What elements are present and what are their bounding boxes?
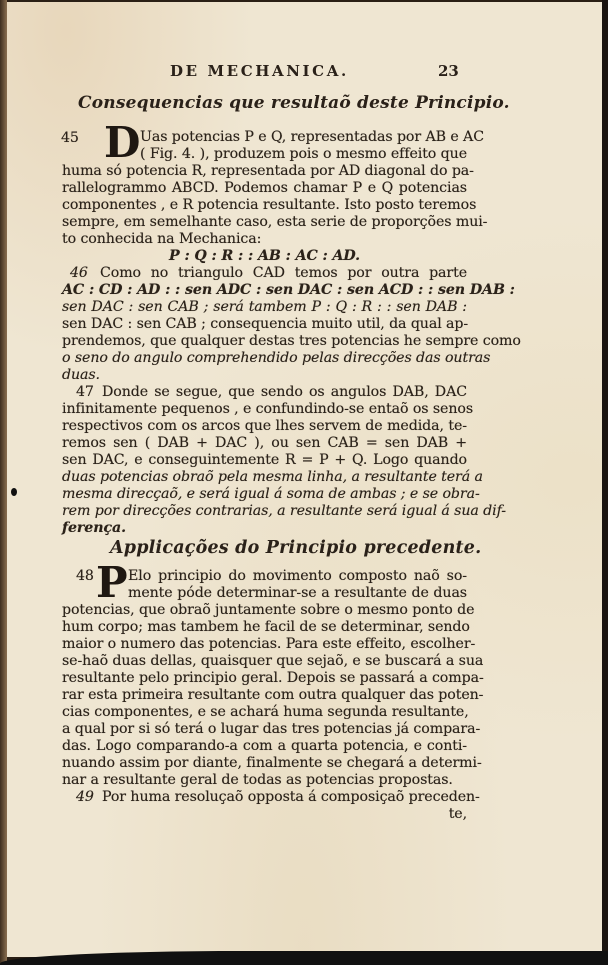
text-line: remos sen ( DAB + DAC ), ou sen CAB = sen DAB +	[62, 435, 467, 451]
text-line: sen DAC, e conseguintemente R = P + Q. Logo quando	[62, 452, 467, 468]
text-line: Por huma resoluçaõ opposta á composiçaõ preceden-	[102, 789, 480, 805]
text-line: respectivos com os arcos que lhes servem de medida, te-	[62, 418, 467, 434]
text-line: nar a resultante geral de todas as potencias propostas.	[62, 772, 453, 788]
drop-cap: P	[96, 558, 128, 607]
text-line: cias componentes, e se achará huma segunda resultante,	[62, 704, 469, 720]
page-right-edge	[602, 0, 608, 965]
text-line: nuando assim por diante, finalmente se chegará a determi-	[62, 755, 482, 771]
text-line: resultante pelo principio geral. Depois se passará a compa-	[62, 670, 484, 686]
text-line: huma só potencia R, representada por AD diagonal do pa-	[62, 163, 474, 179]
text-line: componentes , e R potencia resultante. Isto posto teremos	[62, 197, 477, 213]
section-heading-consequencias: Consequencias que resultaõ deste Principio.	[78, 93, 510, 113]
book-spine-edge	[0, 0, 7, 965]
text-line: Uas potencias P e Q, representadas por AB e AC	[140, 129, 484, 145]
text-line: te,	[448, 806, 467, 822]
text-line: AC : CD : AD : : sen ADC : sen DAC : sen ACD : : sen DAB :	[62, 282, 515, 298]
text-line: Elo principio do movimento composto naõ so-	[128, 568, 467, 584]
text-line: mente póde determinar-se a resultante de duas	[128, 585, 467, 601]
running-title: DE MECHANICA.	[170, 62, 349, 80]
text-line: sen DAC : sen CAB ; será tambem P : Q : R : : sen DAB :	[62, 299, 467, 315]
text-line: Como no triangulo CAD temos por outra parte	[100, 265, 467, 281]
paragraph-number: 46	[70, 265, 88, 281]
page-bottom-shadow	[0, 951, 608, 965]
paragraph-number: 45	[61, 130, 79, 146]
text-line: ferença.	[62, 520, 126, 536]
ink-spot	[11, 488, 17, 496]
section-heading-applicacoes: Applicações do Principio precedente.	[110, 538, 482, 558]
text-line: sempre, em semelhante caso, esta serie de proporções mui-	[62, 214, 488, 230]
text-line: rar esta primeira resultante com outra qualquer das poten-	[62, 687, 484, 703]
text-line: a qual por si só terá o lugar das tres potencias já compara-	[62, 721, 481, 737]
proportion-formula: P : Q : R : : AB : AC : AD.	[169, 248, 360, 264]
text-line: maior o numero das potencias. Para este effeito, escolher-	[62, 636, 476, 652]
paragraph-number: 47	[76, 384, 94, 400]
text-line: hum corpo; mas tambem he facil de se determinar, sendo	[62, 619, 470, 635]
text-line: mesma direcçaõ, e será igual á soma de ambas ; e se obra-	[62, 486, 480, 502]
text-line: Donde se segue, que sendo os angulos DAB, DAC	[102, 384, 467, 400]
text-line: ( Fig. 4. ), produzem pois o mesmo effeito que	[140, 146, 467, 162]
text-line: infinitamente pequenos , e confundindo-se entaõ os senos	[62, 401, 474, 417]
text-line: to conhecida na Mechanica:	[62, 231, 262, 247]
text-line: das. Logo comparando-a com a quarta potencia, e conti-	[62, 738, 467, 754]
paragraph-number: 49	[76, 789, 94, 805]
text-line: prendemos, que qualquer destas tres potencias he sempre como	[62, 333, 521, 349]
text-line: o seno do angulo comprehendido pelas direcções das outras	[62, 350, 491, 366]
page-number: 23	[438, 62, 459, 80]
paragraph-number: 48	[76, 568, 94, 584]
text-line: rem por direcções contrarias, a resultante será igual á sua dif-	[62, 503, 506, 519]
text-line: rallelogrammo ABCD. Podemos chamar P e Q potencias	[62, 180, 467, 196]
text-line: duas potencias obraõ pela mesma linha, a resultante terá a	[62, 469, 483, 485]
text-line: potencias, que obraõ juntamente sobre o mesmo ponto de	[62, 602, 475, 618]
text-line: duas.	[62, 367, 100, 383]
text-line: se-haõ duas dellas, quaisquer que sejaõ, e se buscará a sua	[62, 653, 484, 669]
text-line: sen DAC : sen CAB ; consequencia muito util, da qual ap-	[62, 316, 469, 332]
drop-cap: D	[104, 118, 141, 167]
